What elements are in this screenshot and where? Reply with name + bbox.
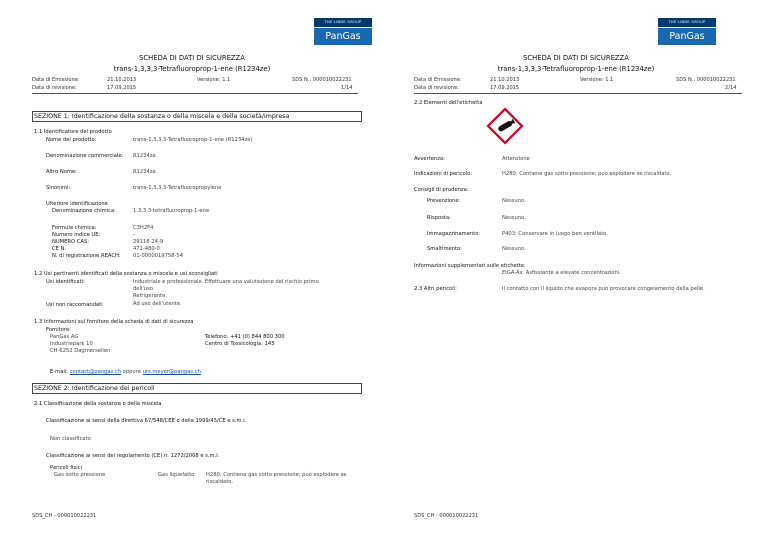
synonyms-label: Sinonimi: (46, 185, 71, 191)
gas-under-pressure: Gas sotto pressione (54, 472, 106, 478)
not-recommended: Ad uso dell'utente. (133, 301, 182, 307)
section-2-title: SEZIONE 2: Identificazione dei pericoli (32, 383, 362, 394)
revision-date: 17.09.2015 (490, 85, 520, 91)
warning-label: Avvertenza: (414, 156, 445, 162)
email-label: E-mail: (50, 369, 69, 375)
further-id-label: Ulteriore identificazione (46, 201, 108, 207)
product-title: trans-1,3,3,3-Tetrafluoroprop-1-ene (R1234ze) (497, 65, 655, 73)
pangas-logo: PanGas (314, 28, 372, 45)
disposal-label: Smaltimento: (427, 246, 462, 252)
hazard-statement: H280: Contiene gas sotto pressione; può esplodere se riscaldato. (502, 171, 672, 177)
reach-number: 01-0000019758-54 (133, 253, 183, 259)
subsection-1-1: 1.1 Identificatore del prodotto (34, 129, 112, 135)
formula-label: Formula chimica: (52, 225, 97, 231)
issue-date-label: Data di Emissione: (414, 77, 462, 83)
supplementary-info: EIGA-As: Asfissiante a elevate concentrazioni. (502, 270, 621, 276)
liquefied-gas: Gas liquefatto (158, 472, 195, 478)
linde-group-logo: THE LINDE GROUP (314, 18, 372, 27)
prevention-label: Prevenzione: (427, 198, 461, 204)
ce-number: 471-480-0 (133, 246, 160, 252)
product-name: trans-1,3,3,3-Tetrafluoroprop-1-ene (R1234ze) (133, 137, 253, 143)
synonyms: trans-1,3,3,3-Tetrafluoropropylene (133, 185, 222, 191)
prevention: Nessuno. (502, 198, 526, 204)
ce-label: CE N. (52, 246, 67, 252)
reach-label: N. di registrazione REACH: (52, 253, 121, 259)
email-link-contact[interactable]: contact@pangas.ch (69, 369, 121, 375)
header-divider (414, 93, 742, 94)
supplier-phone: Telefono: +41 (0) 844 800 300 (205, 334, 285, 340)
email-link-urs[interactable]: urs.meyer@pangas.ch (142, 369, 201, 375)
email-or: oppure (122, 369, 141, 375)
revision-date-label: Data di revisione: (32, 85, 77, 91)
version: Versione: 1.1 (197, 77, 231, 83)
page-footer: SDS_CH - 000010022231 (414, 513, 479, 519)
product-name-label: Nome del prodotto: (46, 137, 97, 143)
hazard-statements-label: Indicazioni di pericolo: (414, 171, 473, 177)
not-recommended-label: Usi non raccomandati (46, 302, 103, 308)
product-title: trans-1,3,3,3-Tetrafluoroprop-1-ene (R1234ze) (113, 65, 271, 73)
revision-date: 17.09.2015 (107, 85, 137, 91)
uses-label: Usi identificati: (46, 279, 85, 285)
ue-index: - (133, 232, 135, 238)
precautionary-label: Consigli di prudenza: (414, 187, 469, 193)
storage: P403: Conservare in luogo ben ventilato. (502, 231, 608, 237)
issue-date: 21.10.2013 (490, 77, 520, 83)
gas-cylinder-icon (485, 106, 525, 146)
chemical-name: 1,3,3,3-tetrafluoroprop-1-ene (133, 208, 210, 214)
page-number: 1/14 (341, 85, 353, 91)
supplier-street: Industriepark 10 (50, 341, 93, 347)
section-1-title: SEZIONE 1: Identificazione della sostanza o della miscela e della società/impresa (32, 111, 362, 122)
supplier-label: Fornitore: (46, 327, 71, 333)
subsection-2-2: 2.2 Elementi dell'etichetta (414, 100, 483, 106)
other-hazards: Il contatto con il liquido che evapora può provocare congelamento della pelle. (502, 286, 705, 292)
chemical-name-label: Denominazione chimica: (52, 208, 116, 214)
other-name: R1234ze (133, 169, 156, 175)
cas-label: NUMERO CAS: (52, 239, 89, 245)
disposal: Nessuno. (502, 246, 526, 252)
supplier-city: CH-6252 Dagmersellen (50, 348, 111, 354)
storage-label: Immagazzinamento: (427, 231, 481, 237)
physical-hazards-label: Pericoli fisici (50, 465, 82, 471)
trade-name: R1234ze (133, 153, 156, 159)
page-number: 2/14 (725, 85, 737, 91)
response: Nessuno. (502, 215, 526, 221)
ue-index-label: Numero indice UE: (52, 232, 101, 238)
revision-date-label: Data di revisione: (414, 85, 459, 91)
sds-page-2 (384, 0, 768, 543)
issue-date-label: Data di Emissione: (32, 77, 80, 83)
not-classified: Non classificato (50, 436, 91, 442)
directive-classification-label: Classificazione ai sensi della direttiva 67/548/CEE o della 1999/45/CE e s.m.i. (46, 418, 247, 424)
uses-line-1: Industriale e professionale. Effettuare una valutazione del rischio primo (133, 279, 319, 285)
linde-group-logo: THE LINDE GROUP (658, 18, 716, 27)
uses-line-3: Refrigerante. (133, 293, 167, 299)
header-divider (32, 93, 358, 94)
trade-name-label: Denominazione commerciale: (46, 153, 124, 159)
subsection-2-1: 2.1 Classificazione della sostanza o della miscela (34, 401, 162, 407)
subsection-1-3: 1.3 Informazioni sul fornitore della scheda di dati di sicurezza (34, 319, 194, 325)
h280-line-2: riscaldato. (206, 479, 233, 485)
response-label: Risposta: (427, 215, 451, 221)
version: Versione: 1.1 (580, 77, 614, 83)
other-name-label: Altro Nome: (46, 169, 77, 175)
sds-number: SDS N.: 000010022231 (676, 77, 736, 83)
signal-word: Attenzione (502, 156, 530, 162)
uses-line-2: dell'uso. (133, 286, 155, 292)
email-line (50, 369, 201, 375)
other-hazards-label: 2.3 Altri pericoli: (414, 286, 457, 292)
page-footer: SDS_CH - 000010022231 (32, 513, 97, 519)
pangas-logo: PanGas (658, 28, 716, 45)
h280-line-1: H280: Contiene gas sotto pressione; può esplodere se (206, 472, 347, 478)
supplementary-label: Informazioni supplementari sulle etichette: (414, 263, 526, 269)
formula: C3H2F4 (133, 225, 154, 231)
doc-title: SCHEDA DI DATI DI SICUREZZA (139, 54, 245, 62)
tox-center: Centro di Tossicologia: 145 (205, 341, 275, 347)
cas-number: 29118-24-9 (133, 239, 164, 245)
doc-title: SCHEDA DI DATI DI SICUREZZA (523, 54, 629, 62)
issue-date: 21.10.2013 (107, 77, 137, 83)
sds-number: SDS N.: 000010022231 (292, 77, 352, 83)
regulation-classification-label: Classificazione ai sensi del regolamento (CE) n. 1272/2008 e s.m.i. (46, 453, 220, 459)
supplier-name: PanGas AG (50, 334, 79, 340)
subsection-1-2: 1.2 Usi pertinenti identificati della sostanza o miscela e usi sconsigliati (34, 271, 218, 277)
